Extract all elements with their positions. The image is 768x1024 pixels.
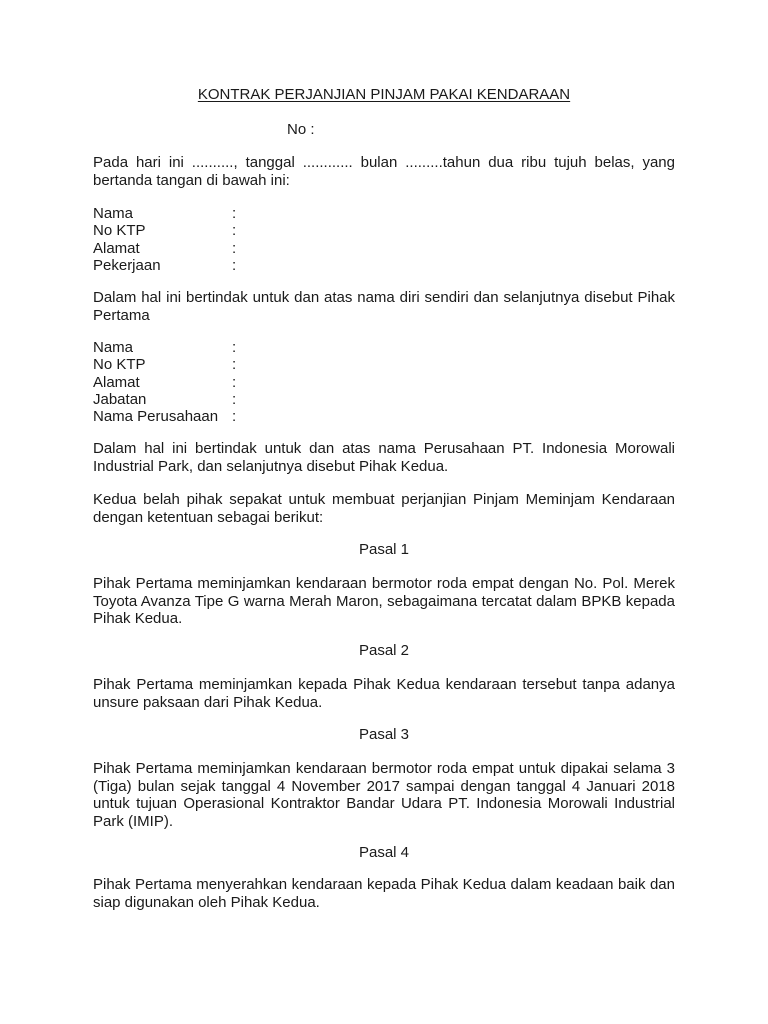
field-colon: : [232, 373, 237, 391]
field-label: Jabatan [93, 390, 147, 408]
article-heading: Pasal 3 [358, 726, 410, 743]
field-label: Alamat [93, 239, 140, 257]
article-text: Pihak Pertama meminjamkan kepada Pihak Kedua kendaraan tersebut tanpa adanya unsure paksaan dari Pihak Kedua. [93, 676, 675, 711]
field-row [93, 222, 393, 239]
field-colon: : [232, 339, 237, 356]
article-text: Pihak Pertama meminjamkan kendaraan bermotor roda empat dengan No. Pol. Merek Toyota Avanza Tipe G warna Merah Maron, sebagaimana tercatat dalam BPKB kepada Pihak Kedua. [93, 575, 675, 627]
agreement-intro: Kedua belah pihak sepakat untuk membuat perjanjian Pinjam Meminjam Kendaraan dengan ketentuan sebagai berikut: [93, 491, 675, 526]
intro-paragraph: Pada hari ini .........., tanggal ............ bulan .........tahun dua ribu tujuh belas, yang bertanda tangan di bawah ini: [93, 154, 675, 189]
article-heading: Pasal 4 [358, 844, 410, 861]
field-row [93, 374, 393, 391]
field-label: No KTP [93, 356, 146, 374]
field-colon: : [232, 408, 237, 426]
field-colon: : [232, 239, 237, 257]
field-label: Nama [93, 205, 134, 222]
article-text: Pihak Pertama menyerahkan kendaraan kepada Pihak Kedua dalam keadaan baik dan siap digunakan oleh Pihak Kedua. [93, 876, 675, 911]
field-colon: : [232, 205, 237, 222]
field-colon: : [232, 222, 237, 240]
field-colon: : [232, 256, 237, 274]
article-text: Pihak Pertama meminjamkan kendaraan bermotor roda empat untuk dipakai selama 3 (Tiga) bulan sejak tanggal 4 November 2017 sampai dengan tanggal 4 Januari 2018 untuk tujuan Operasional Kontraktor Bandar Udara PT. Indonesia Morowali Industrial Park (IMIP). [93, 760, 675, 830]
article-heading: Pasal 2 [358, 642, 410, 659]
field-row [93, 391, 393, 408]
party-one-fields [93, 205, 393, 274]
party-two-statement: Dalam hal ini bertindak untuk dan atas nama Perusahaan PT. Indonesia Morowali Industrial Park, dan selanjutnya disebut Pihak Kedua. [93, 440, 675, 475]
field-row [93, 408, 393, 425]
article-heading: Pasal 1 [358, 541, 410, 558]
document-number-label: No : [287, 121, 315, 138]
field-row [93, 356, 393, 373]
field-label: No KTP [93, 222, 146, 240]
field-row [93, 257, 393, 274]
field-row [93, 240, 393, 257]
party-two-fields [93, 339, 393, 425]
field-label: Nama Perusahaan [93, 408, 219, 426]
field-label: Alamat [93, 373, 140, 391]
field-colon: : [232, 390, 237, 408]
field-label: Pekerjaan [93, 256, 161, 274]
document-title: KONTRAK PERJANJIAN PINJAM PAKAI KENDARAAN [197, 86, 571, 103]
field-row [93, 205, 393, 222]
field-row [93, 339, 393, 356]
field-colon: : [232, 356, 237, 374]
field-label: Nama [93, 339, 134, 356]
party-one-statement: Dalam hal ini bertindak untuk dan atas nama diri sendiri dan selanjutnya disebut Pihak Pertama [93, 289, 675, 324]
